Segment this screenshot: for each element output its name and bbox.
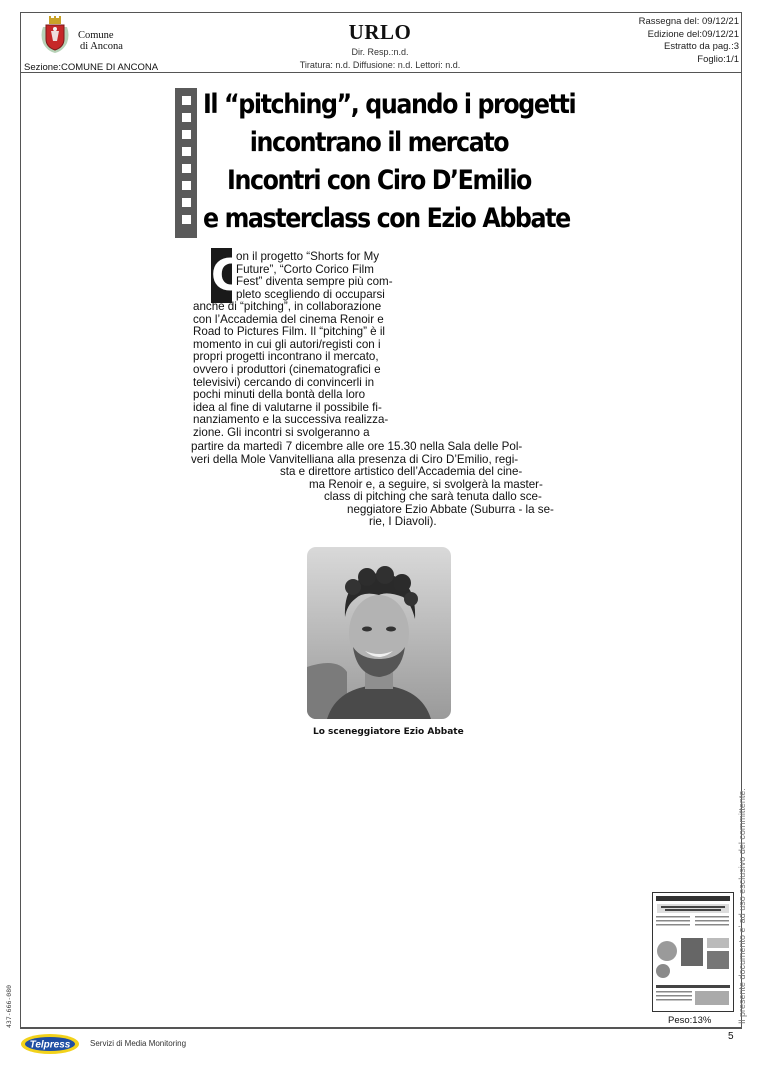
article-body-indented [236, 251, 393, 301]
footer-divider [20, 1028, 742, 1029]
disclaimer-vertical: Il presente documento e' ad uso esclusivo del committente. [737, 788, 747, 1024]
telpress-logo [20, 1033, 80, 1055]
body-line: propri progetti incontrano il mercato, [193, 350, 379, 364]
rassegna-meta [639, 16, 739, 66]
body-line: Fest” diventa sempre più com- [236, 275, 393, 289]
body-line: con l’Accademia del cinema Renoir e [193, 312, 384, 326]
body-line: anche di “pitching”, in collaborazione [193, 300, 382, 313]
service-label: Servizi di Media Monitoring [90, 1039, 187, 1048]
body-line: pleto scegliendo di occuparsi [236, 287, 385, 301]
body-line: zione. Gli incontri si svolgeranno a [193, 425, 370, 439]
body-line: partire da martedì 7 dicembre alle ore 15.30 nella Sala delle Pol- [191, 440, 523, 453]
body-line: on il progetto “Shorts for My [236, 250, 380, 263]
body-line: Future”, “Corto Corico Film [236, 262, 374, 276]
headline-line: Incontri con Ciro D’Emilio [227, 165, 531, 196]
body-line: pochi minuti della bontà della loro [193, 388, 366, 402]
article-body-main [193, 301, 388, 440]
body-line: class di pitching che sarà tenuta dallo sce- [324, 490, 542, 504]
headline-line: Il “pitching”, quando i progetti [203, 89, 576, 120]
foglio-count: Foglio:1/1 [697, 53, 739, 65]
document-code: 437-666-080 [5, 984, 13, 1028]
comune-name [78, 30, 123, 52]
ancona-coat-of-arms-icon [37, 15, 73, 55]
dir-resp: Dir. Resp.:n.d. [351, 47, 409, 57]
body-line: sta e direttore artistico dell’Accademia del cine- [280, 465, 523, 478]
body-line: momento in cui gli autori/registi con i [193, 337, 381, 351]
sezione-label: Sezione:COMUNE DI ANCONA [24, 62, 159, 73]
article-body-tail [280, 466, 554, 529]
estratto-page: Estratto da pag.:3 [664, 41, 739, 52]
photo-caption: Lo sceneggiatore Ezio Abbate [313, 727, 464, 737]
rassegna-date: Rassegna del: 09/12/21 [638, 16, 739, 27]
comune-line-2: di Ancona [80, 41, 123, 52]
publication-name: URLO [348, 20, 412, 44]
peso-label: Peso:13% [668, 1015, 712, 1026]
publication-block [250, 20, 510, 70]
headline-line: e masterclass con Ezio Abbate [203, 203, 570, 234]
body-line: veri della Mole Vanvitelliana alla presenza di Ciro D’Emilio, regi- [191, 452, 519, 466]
article-headline [203, 86, 576, 238]
headline-line: incontrano il mercato [249, 127, 509, 158]
edizione-date: Edizione del:09/12/21 [647, 28, 739, 40]
body-line: idea al fine di valutarne il possibile fi- [193, 400, 382, 414]
body-line: ovvero i produttori (cinematografici e [193, 362, 381, 376]
filmstrip-icon [175, 88, 197, 238]
body-line: rie, I Diavoli). [369, 515, 437, 529]
ezio-abbate-photo [307, 547, 451, 719]
page-number: 5 [728, 1031, 734, 1042]
drop-cap: C [211, 250, 244, 301]
tiratura-info: Tiratura: n.d. Diffusione: n.d. Lettori: n.d. [299, 60, 461, 70]
body-line: neggiatore Ezio Abbate (Suburra - la se- [347, 502, 554, 516]
page-thumbnail [652, 892, 734, 1012]
body-line: ma Renoir e, a seguire, si svolgerà la master- [309, 477, 543, 491]
telpress-logo-text: Telpress [29, 1039, 71, 1051]
body-line: televisivi) cercando di convincerli in [193, 375, 375, 389]
body-line: Road to Pictures Film. Il “pitching” è il [193, 325, 386, 339]
body-line: nanziamento e la successiva realizza- [193, 413, 389, 427]
comune-line-1: Comune [78, 30, 114, 41]
article-body-wide [191, 441, 522, 466]
